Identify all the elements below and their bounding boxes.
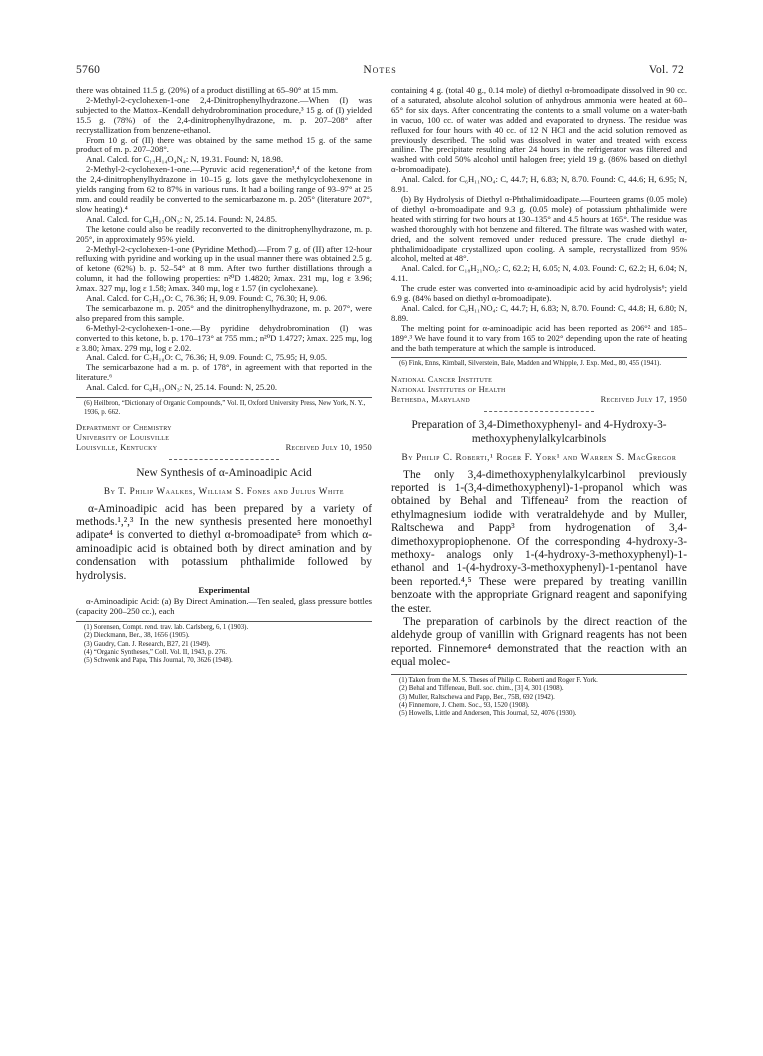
article-title: New Synthesis of α-Aminoadipic Acid xyxy=(136,466,312,479)
paragraph: (b) By Hydrolysis of Diethyl α-Phthalimidoadipate.—Fourteen grams (0.05 mole) of diethyl α-bromoadipate and 9.3 g. (0.05 mole) of potassium phthalimide were heated with stirring for two hours at 130–135° and 4.5 hours at 165°. The residue was washed thoroughly with hot benzene and filtered. The filtrate was washed with water, dried, and the solvent removed under reduced pressure. The crude diethyl α-phthalimidoadipate crystallized upon cooling. A sample, recrystallized from 95% alcohol, melted at 48°. xyxy=(391,193,687,264)
affiliation-city: Louisville, Kentucky xyxy=(76,442,158,452)
footnote: (2) Dieckmann, Ber., 38, 1656 (1905). xyxy=(84,632,190,640)
paragraph: The semicarbazone m. p. 205° and the dinitrophenylhydrazone, m. p. 207°, were also prepared from this sample. xyxy=(76,302,372,323)
footnote: (2) Behal and Tiffeneau, Bull. soc. chim., [3] 4, 301 (1908). xyxy=(399,685,564,693)
paragraph: The melting point for α-aminoadipic acid has been reported as 206°² and 185–189°.³ We have found it to vary from 165 to 202° depending upon the rate of heating and the bath temperature at which the sample is introduced. xyxy=(391,322,687,353)
paragraph: The ketone could also be readily reconverted to the dinitrophenylhydrazone, m. p. 205°, in approximately 95% yield. xyxy=(76,223,372,244)
footnote: (6) Heilbron, “Dictionary of Organic Compounds,” Vol. II, Oxford University Press, New York, N. Y., 1936, p. 662. xyxy=(84,400,366,416)
received-date: Received July 17, 1950 xyxy=(600,394,687,404)
page-number: 5760 xyxy=(76,64,101,76)
affiliation-city: Bethesda, Maryland xyxy=(391,394,470,404)
footnote: (4) Finnemore, J. Chem. Soc., 93, 1520 (1908). xyxy=(399,701,530,709)
paragraph: containing 4 g. (total 40 g., 0.14 mole) of diethyl α-bromoadipate dissolved in 90 cc. of a saturated, absolute alcohol solution of anhydrous ammonia were heated at 60–65° for six days. After concentrating the contents to a small volume on a water-bath in vacuo, 100 cc. of water was added and evaporated to dryness. The residue was refluxed for four hours with 40 cc. of 12 N HCl and the acid solution removed as previously described. The solid was dissolved in water and treated with excess aniline. The precipitate resulting after 24 hours in the refrigerator was filtered and washed with cold 50% alcohol until halogen free; yield 19 g. (86% based on diethyl α-bromoadipate). xyxy=(391,86,687,175)
analysis-line: Anal. Calcd. for C₈H₁₃ON₃: N, 25.14. Found: N, 24.85. xyxy=(86,213,278,224)
footnote-rule xyxy=(76,621,372,622)
paragraph: there was obtained 11.5 g. (20%) of a product distilling at 65–90° at 15 mm. xyxy=(76,86,339,95)
analysis-line: Anal. Calcd. for C₆H₁₁NO₄: C, 44.7; H, 6.83; N, 8.70. Found: C, 44.6; H, 6.95; N, 8.91. xyxy=(391,174,687,195)
running-head xyxy=(76,64,684,80)
affiliation-inst1: National Cancer Institute xyxy=(391,374,493,384)
left-column xyxy=(76,86,372,1036)
article-authors: By Philip C. Roberti,¹ Roger F. York¹ and Warren S. MacGregor xyxy=(401,451,677,462)
footnote: (5) Schwenk and Papa, This Journal, 70, 3626 (1948). xyxy=(84,657,233,665)
analysis-line: Anal. Calcd. for C₇H₁₀O: C, 76.36; H, 9.09. Found: C, 75.95; H, 9.05. xyxy=(86,352,328,363)
paragraph: α-Aminoadipic acid has been prepared by a variety of methods.¹,²,³ In the new synthesis presented here monoethyl adipate⁴ is converted to diethyl α-bromoadipate⁵ from which α-aminoadipic acid is obtained both by direct amination and by condensation with potassium phthalimide followed by hydrolysis. xyxy=(76,502,372,582)
paragraph: The crude ester was converted into α-aminoadipic acid by acid hydrolysis⁶; yield 6.9 g. (84% based on diethyl α-bromoadipate). xyxy=(391,283,687,304)
footnote-rule xyxy=(391,674,687,675)
analysis-line: Anal. Calcd. for C₇H₁₀O: C, 76.36; H, 9.09. Found: C, 76.30; H, 9.06. xyxy=(86,293,328,304)
paragraph: The semicarbazone had a m. p. of 178°, in agreement with that reported in the literature.⁶ xyxy=(76,362,372,383)
right-column xyxy=(391,86,687,1036)
paragraph: From 10 g. of (II) there was obtained by the same method 15 g. of the same product of m. p. 207–208°. xyxy=(76,134,372,155)
footnote-rule xyxy=(391,357,687,358)
footnote: (6) Fink, Enns, Kimball, Silverstein, Bale, Madden and Whipple, J. Exp. Med., 80, 455 (1941). xyxy=(399,360,662,368)
article-body xyxy=(391,469,687,670)
affiliation-row xyxy=(391,395,687,405)
affiliation-univ: University of Louisville xyxy=(76,432,170,442)
affiliation-row xyxy=(76,443,372,453)
affiliation-dept: Department of Chemistry xyxy=(76,422,172,432)
footnote: (1) Sorensen, Compt. rend. trav. lab. Carlsberg, 6, 1 (1903). xyxy=(84,623,249,631)
section-title: Notes xyxy=(363,64,397,76)
article-authors: By T. Philip Waalkes, William S. Fones and Julius White xyxy=(103,485,345,496)
footnote: (1) Taken from the M. S. Theses of Philip C. Roberti and Roger F. York. xyxy=(399,676,598,684)
paragraph: The only 3,4-dimethoxyphenylalkylcarbinol previously reported is 1-(3,4-dimethoxyphenyl)-1-propanol which was obtained by Behal and Tiffeneau² from the reaction of ethylmagnesium iodide with veratraldehyde and by Muller, Raltschewa and Papp³ from hydrogenation of 3,4-dimethoxypropiophenone. Of the corresponding 4-hydroxy-3-methoxy- analogs only 1-(4-hydroxy-3-methoxyphenyl)-1-ethanol and 1-(4-hydroxy-3-methoxyphenyl)-1-pentanol have been reported.⁴,⁵ These were prepared by treating vanillin benzoate with the appropriate Grignard reagent and saponifying the ester. xyxy=(391,468,687,615)
analysis-line: Anal. Calcd. for C₈H₁₃ON₃: N, 25.14. Found: N, 25.20. xyxy=(86,382,278,393)
experimental-heading: Experimental xyxy=(198,585,250,596)
footnote: (5) Howells, Little and Andersen, This Journal, 52, 4076 (1930). xyxy=(399,710,577,718)
affiliation-inst2: National Institutes of Health xyxy=(391,384,506,394)
paragraph: 2-Methyl-2-cyclohexen-1-one (Pyridine Method).—From 7 g. of (II) after 12-hour refluxing with pyridine and working up in the usual manner there was obtained 2.5 g. of ketone (62%) b. p. 52–54° at 8 mm. After two further distillations through a column, it had the following properties: n²⁰D 1.4820; λmax. 231 mμ, log ε 3.96; λmax. 327 mμ, log ε 1.58; λmax. 340 mμ, log ε 1.57 (in cyclohexane). xyxy=(76,243,372,294)
footnote: (3) Muller, Raltschewa and Papp, Ber., 75B, 692 (1942). xyxy=(399,693,555,701)
paragraph: 2-Methyl-2-cyclohexen-1-one 2,4-Dinitrophenylhydrazone.—When (I) was subjected to the Mattox–Kendall dehydrobromination procedure,³ 15 g. of (I) yielded 15.5 g. (78%) of the 2,4-dinitrophenylhydrazone, m. p. 207–208° after recrystallization from benzene-ethanol. xyxy=(76,94,372,135)
paragraph: The preparation of carbinols by the direct reaction of the aldehyde group of vanillin with Grignard reagents has not been reported. Finnemore⁴ demonstrated that the reaction with an equal molec- xyxy=(391,616,687,669)
article-separator xyxy=(169,459,279,460)
footnote-rule xyxy=(76,397,372,398)
received-date: Received July 10, 1950 xyxy=(285,442,372,452)
volume-label: Vol. 72 xyxy=(648,64,684,76)
article-intro xyxy=(76,503,372,583)
paragraph: α-Aminoadipic Acid: (a) By Direct Amination.—Ten sealed, glass pressure bottles (capacity 200–250 cc.), each xyxy=(76,595,372,616)
paragraph: 2-Methyl-2-cyclohexen-1-one.—Pyruvic acid regeneration³,⁴ of the ketone from the 2,4-dinitrophenylhydrazone in 10–15 g. lots gave the methylcyclohexenone in yields ranging from 62 to 87% in various runs. It had a boiling range of 93–97° at 25 mm. and could readily be converted to the semicarbazone m. p. 205° (literature 207°, slow heating).⁴ xyxy=(76,164,372,214)
paragraph: 6-Methyl-2-cyclohexen-1-one.—By pyridine dehydrobromination (I) was converted to this ketone, b. p. 170–173° at 755 mm.; n²⁰D 1.4727; λmax. 225 mμ, log ε 3.80; λmax. 279 mμ, log ε 2.02. xyxy=(76,322,372,353)
analysis-line: Anal. Calcd. for C₆H₁₁NO₄: C, 44.7; H, 6.83; N, 8.70. Found: C, 44.8; H, 6.80; N, 8.89. xyxy=(391,302,687,323)
footnote: (4) “Organic Syntheses,” Coll. Vol. II, 1943, p. 276. xyxy=(84,649,227,656)
footnote: (3) Gaudry, Can. J. Research, B27, 21 (1949). xyxy=(84,640,211,648)
article-separator xyxy=(484,411,594,412)
article-title: Preparation of 3,4-Dimethoxyphenyl- and 4-Hydroxy-3-methoxyphenylalkylcarbinols xyxy=(411,418,667,445)
analysis-line: Anal. Calcd. for C₁₈H₂₁NO₆: C, 62.2; H, 6.05; N, 4.03. Found: C, 62.2; H, 6.04; N, 4.11. xyxy=(391,263,687,284)
analysis-line: Anal. Calcd. for C₁₃H₁₄O₄N₄: N, 19.31. Found: N, 18.98. xyxy=(86,154,284,165)
